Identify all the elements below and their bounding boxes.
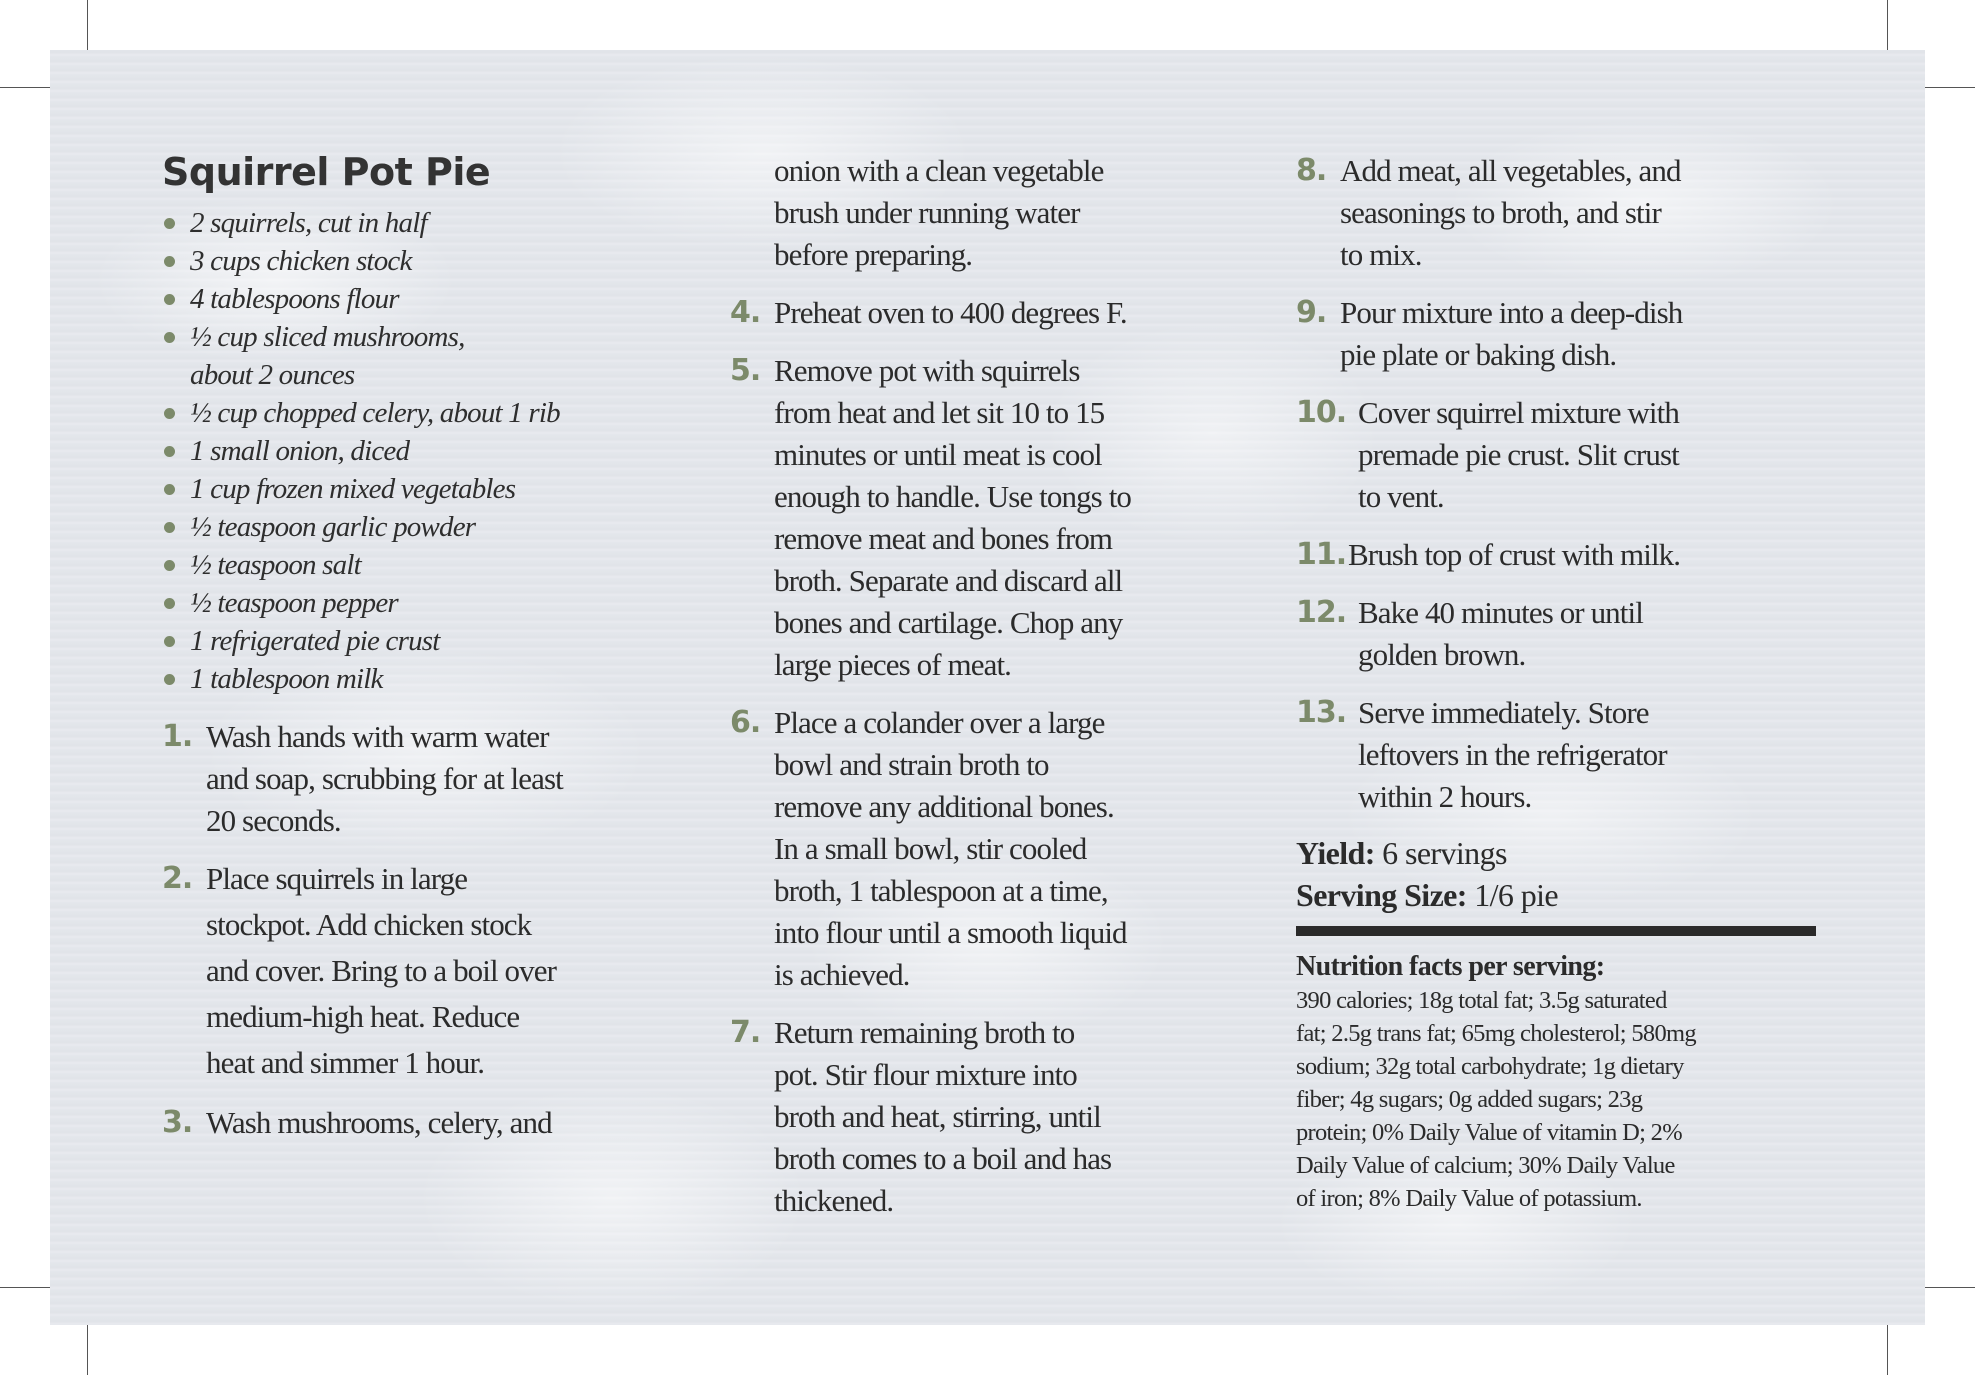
bullet-icon <box>164 598 175 609</box>
ingredient-item: ½ teaspoon pepper <box>162 584 722 622</box>
recipe-card <box>50 50 1925 1325</box>
serving-size-label: Serving Size: <box>1296 877 1467 913</box>
step-3: 3. Wash mushrooms, celery, and <box>162 1102 722 1144</box>
ingredient-item: 1 cup frozen mixed vegetables <box>162 470 722 508</box>
ingredient-item: 1 tablespoon milk <box>162 660 722 698</box>
bullet-icon <box>164 636 175 647</box>
step-number: 10. <box>1296 395 1347 430</box>
bullet-icon <box>164 332 175 343</box>
column-middle <box>730 150 1310 1222</box>
step-5: 5. Remove pot with squirrels from heat and let sit 10 to 15 minutes or until meat is cool enough to handle. Use tongs to remove meat and bones from broth. Separate and discard all bones and cartilage. Chop any large pieces of meat. <box>730 350 1310 686</box>
column-right <box>1296 150 1856 1215</box>
step-number: 6. <box>730 705 761 740</box>
bullet-icon <box>164 408 175 419</box>
nutrition-body: 390 calories; 18g total fat; 3.5g saturated fat; 2.5g trans fat; 65mg cholesterol; 580mg sodium; 32g total carbohydrate; 1g dietary fiber; 4g sugars; 0g added sugars; 23g protein; 0% Daily Value of vitamin D; 2% Daily Value of calcium; 30% Daily Value of iron; 8% Daily Value of potassium. <box>1296 987 1696 1212</box>
step-1: 1. Wash hands with warm water and soap, scrubbing for at least 20 seconds. <box>162 716 722 842</box>
step-7: 7. Return remaining broth to pot. Stir flour mixture into broth and heat, stirring, until broth comes to a boil and has thickened. <box>730 1012 1310 1222</box>
yield-label: Yield: <box>1296 835 1375 871</box>
ingredient-item: 4 tablespoons flour <box>162 280 722 318</box>
step-9: 9. Pour mixture into a deep-dish pie plate or baking dish. <box>1296 292 1856 376</box>
serving-size-value: 1/6 pie <box>1466 877 1559 913</box>
step-12: 12. Bake 40 minutes or until golden brown. <box>1296 592 1856 676</box>
step-number: 7. <box>730 1015 761 1050</box>
step-number: 3. <box>162 1105 193 1140</box>
nutrition-divider <box>1296 926 1816 936</box>
ingredient-item: 1 small onion, diced <box>162 432 722 470</box>
bullet-icon <box>164 522 175 533</box>
bullet-icon <box>164 674 175 685</box>
column-left <box>162 150 722 1144</box>
recipe-title: Squirrel Pot Pie <box>162 150 491 194</box>
step-number: 1. <box>162 719 193 754</box>
ingredient-list <box>162 204 722 698</box>
ingredient-item: ½ cup sliced mushrooms, about 2 ounces <box>162 318 722 394</box>
step-number: 4. <box>730 295 761 330</box>
yield-value: 6 servings <box>1374 835 1507 871</box>
step-number: 12. <box>1296 595 1347 630</box>
bullet-icon <box>164 256 175 267</box>
bullet-icon <box>164 446 175 457</box>
step-6: 6. Place a colander over a large bowl and strain broth to remove any additional bones. In a small bowl, stir cooled broth, 1 tablespoon at a time, into flour until a smooth liquid is achieved. <box>730 702 1310 996</box>
step-11: 11. Brush top of crust with milk. <box>1296 534 1856 576</box>
ingredient-item: ½ cup chopped celery, about 1 rib <box>162 394 722 432</box>
nutrition-title: Nutrition facts per serving: <box>1296 951 1605 982</box>
bullet-icon <box>164 218 175 229</box>
step-3-continued: onion with a clean vegetable brush under running water before preparing. <box>774 153 1104 272</box>
ingredient-item: 2 squirrels, cut in half <box>162 204 722 242</box>
ingredient-item: ½ teaspoon salt <box>162 546 722 584</box>
step-number: 5. <box>730 353 761 388</box>
bullet-icon <box>164 294 175 305</box>
step-10: 10. Cover squirrel mixture with premade pie crust. Slit crust to vent. <box>1296 392 1856 518</box>
ingredient-item: ½ teaspoon garlic powder <box>162 508 722 546</box>
step-2: 2. Place squirrels in large stockpot. Add chicken stock and cover. Bring to a boil over medium-high heat. Reduce heat and simmer 1 hour. <box>162 856 722 1086</box>
step-number: 13. <box>1296 695 1347 730</box>
step-4: 4. Preheat oven to 400 degrees F. <box>730 292 1310 334</box>
bullet-icon <box>164 560 175 571</box>
step-number: 2. <box>162 861 193 896</box>
step-number: 9. <box>1296 295 1327 330</box>
yield-line <box>1296 832 1856 874</box>
step-number: 11. <box>1296 537 1347 572</box>
bullet-icon <box>164 484 175 495</box>
step-8: 8. Add meat, all vegetables, and seasonings to broth, and stir to mix. <box>1296 150 1856 276</box>
step-13: 13. Serve immediately. Store leftovers in the refrigerator within 2 hours. <box>1296 692 1856 818</box>
ingredient-item: 3 cups chicken stock <box>162 242 722 280</box>
step-number: 8. <box>1296 153 1327 188</box>
serving-size-line <box>1296 874 1856 916</box>
ingredient-item: 1 refrigerated pie crust <box>162 622 722 660</box>
